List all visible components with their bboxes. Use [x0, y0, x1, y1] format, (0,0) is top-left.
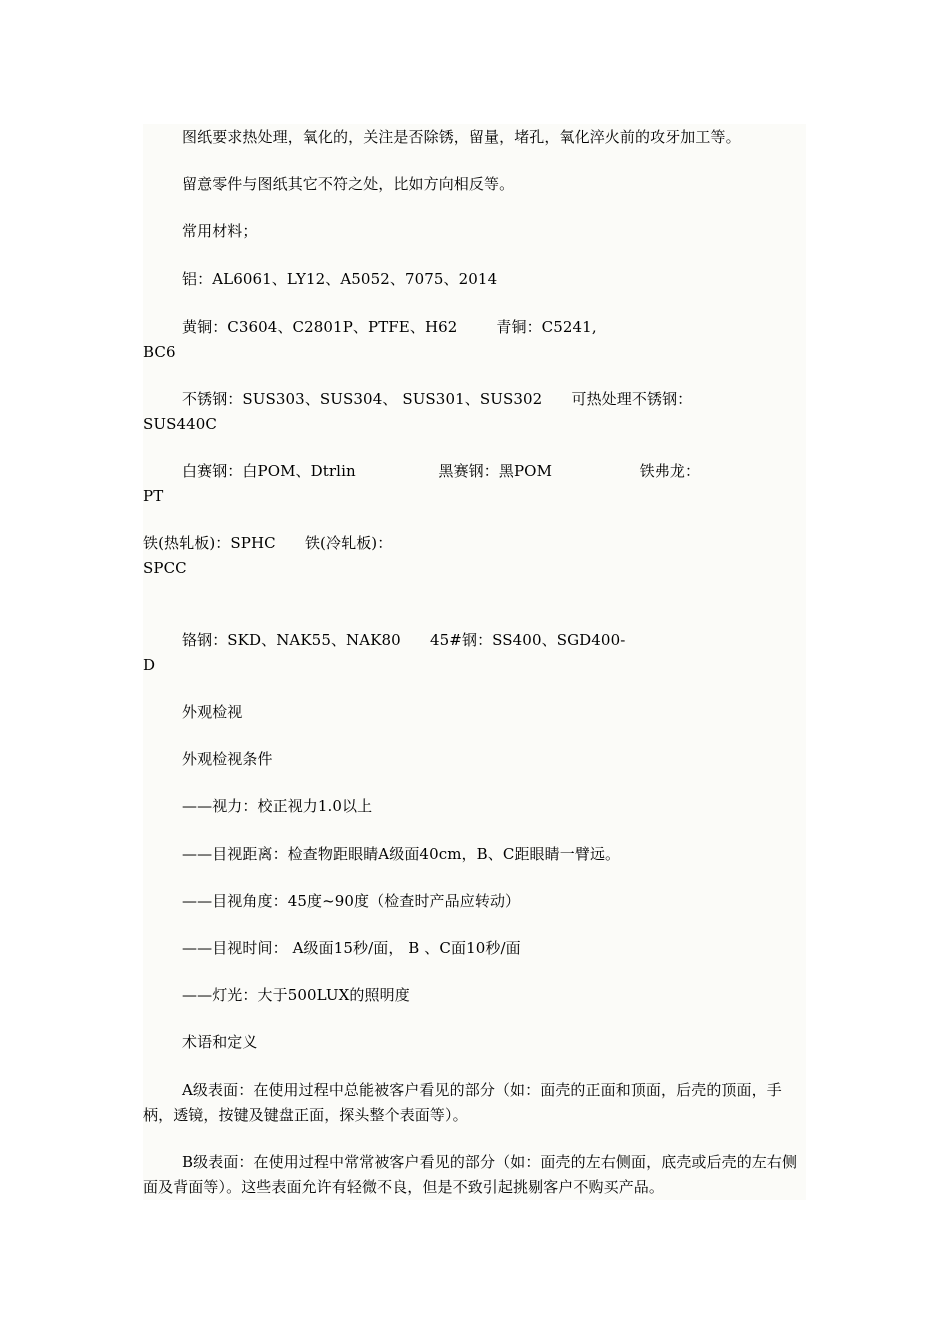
material-iron: 铁(热轧板)：SPHC 铁(冷轧板)： — [143, 534, 393, 552]
material-pom: 白赛钢：白POM、Dtrlin 黑赛钢：黑POM 铁弗龙： — [182, 462, 701, 480]
material-stainless: 不锈钢：SUS303、SUS304、 SUS301、SUS302 可热处理不锈钢： — [182, 390, 693, 408]
condition-angle: ——目视角度：45度~90度（检查时产品应转动） — [182, 892, 521, 910]
condition-distance: ——目视距离：检查物距眼睛A级面40cm，B、C距眼睛一臂远。 — [182, 845, 621, 863]
material-stainless-continued: SUS440C — [143, 415, 218, 433]
material-chrome-steel-continued: D — [143, 656, 156, 674]
material-pom-continued: PT — [143, 487, 164, 505]
condition-vision: ——视力：校正视力1.0以上 — [182, 797, 373, 815]
condition-time: ——目视时间： A级面15秒/面， B 、C面10秒/面 — [182, 939, 521, 957]
material-iron-continued: SPCC — [143, 559, 187, 577]
material-aluminum: 铝：AL6061、LY12、A5052、7075、2014 — [182, 270, 498, 288]
material-brass-continued: BC6 — [143, 343, 176, 361]
paragraph-drawing-mismatch: 留意零件与图纸其它不符之处，比如方向相反等。 — [182, 175, 515, 193]
condition-lighting: ——灯光：大于500LUX的照明度 — [182, 986, 410, 1004]
heading-terms-definitions: 术语和定义 — [182, 1033, 258, 1051]
heading-visual-inspection: 外观检视 — [182, 703, 243, 721]
heading-common-materials: 常用材料； — [182, 222, 258, 240]
heading-inspection-conditions: 外观检视条件 — [182, 750, 273, 768]
definition-b-surface: B级表面：在使用过程中常常被客户看见的部分（如：面壳的左右侧面，底壳或后壳的左右侧面及背面等）。这些表面允许有轻微不良，但是不致引起挑剔客户不购买产品。 — [143, 1153, 798, 1196]
paragraph-heat-treatment: 图纸要求热处理，氧化的，关注是否除锈，留量，堵孔，氧化淬火前的攻牙加工等。 — [182, 128, 741, 146]
material-brass: 黄铜：C3604、C2801P、PTFE、H62 青铜：C5241, — [182, 318, 597, 336]
material-chrome-steel: 铬钢：SKD、NAK55、NAK80 45#钢：SS400、SGD400- — [182, 631, 626, 649]
definition-a-surface: A级表面：在使用过程中总能被客户看见的部分（如：面壳的正面和顶面，后壳的顶面，手柄，透镜，按键及键盘正面，探头整个表面等）。 — [143, 1081, 782, 1124]
